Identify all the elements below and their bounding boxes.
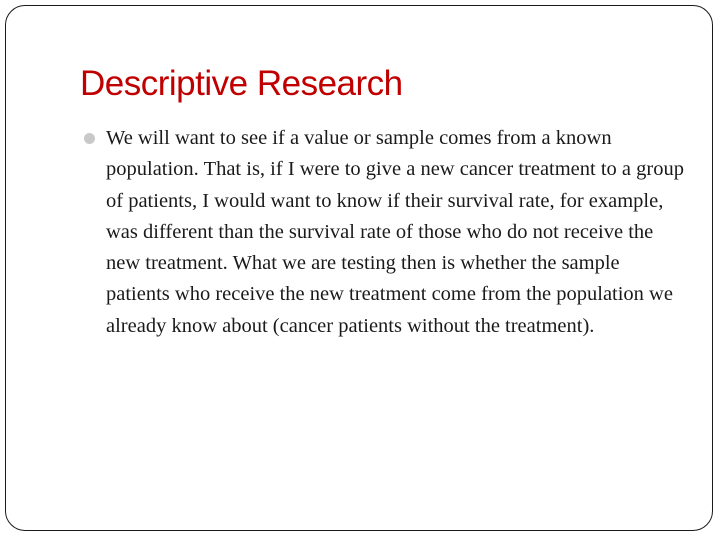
slide-frame [5, 5, 713, 531]
slide-title: Descriptive Research [80, 64, 403, 103]
bullet-text: We will want to see if a value or sample comes from a known population. That is, if I were to give a new cancer treatment to a group of patients, I would want to know if their survival rate, for example, was different than the survival rate of those who do not receive the new treatment. What we are testing then is whether the sample patients who receive the new treatment come from the population we already know about (cancer patients without the treatment). [106, 127, 684, 337]
bullet-item [84, 123, 684, 342]
bullet-dot-icon [84, 133, 95, 144]
bullet-list [84, 123, 684, 342]
